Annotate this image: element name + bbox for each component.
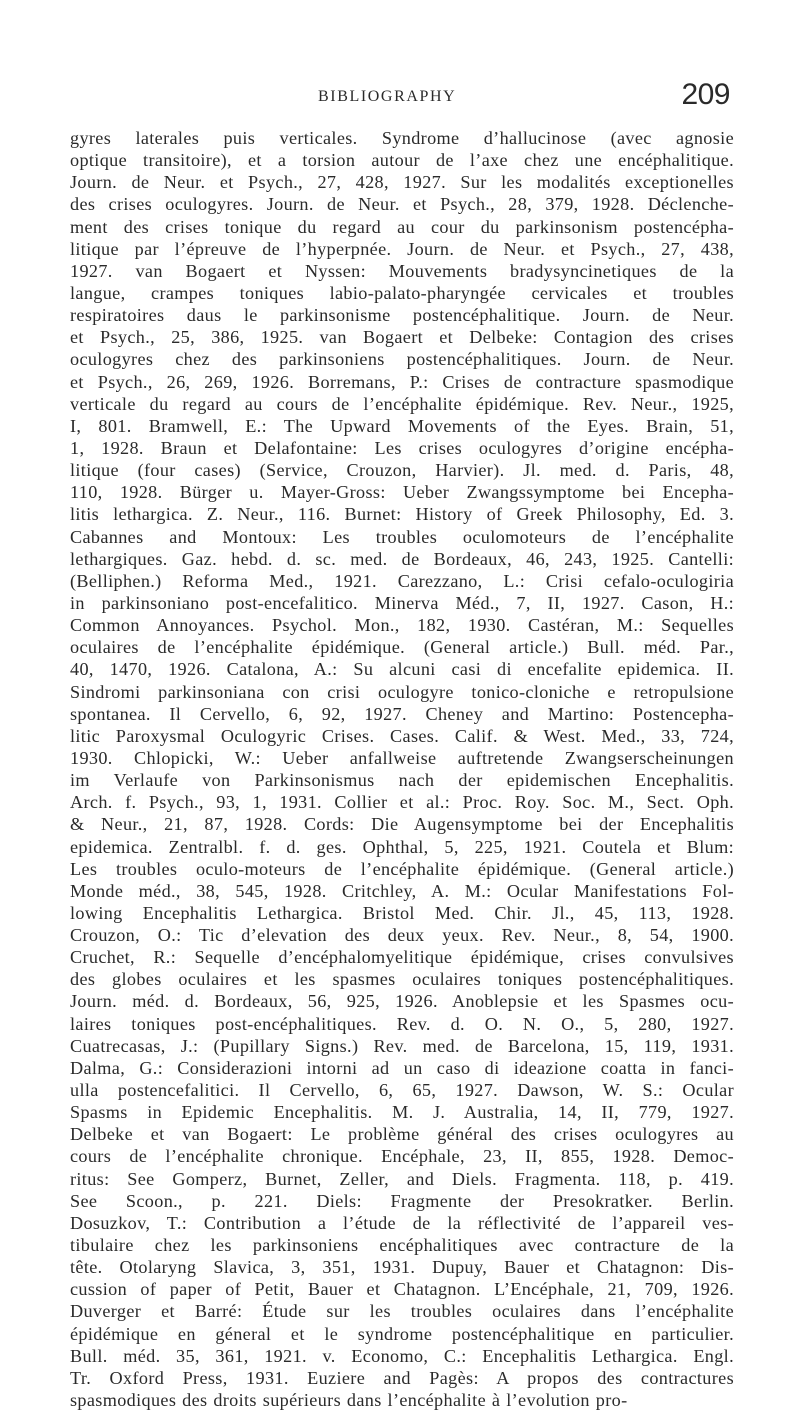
text-line: et Psych., 26, 269, 1926. Borremans, P.: Crises de contracture spasmodique <box>70 371 734 392</box>
text-line: lowing Encephalitis Lethargica. Bristol Med. Chir. Jl., 45, 113, 1928. <box>70 902 734 923</box>
text-line: verticale du regard au cours de l’encéphalite épidémique. Rev. Neur., 1925, <box>70 393 734 414</box>
text-line: tibulaire chez les parkinsoniens encéphalitiques avec contracture de la <box>70 1235 734 1256</box>
text-line: Dalma, G.: Considerazioni intorni ad un caso di ideazione coatta in fanci- <box>70 1057 734 1078</box>
page-number: 209 <box>681 78 730 111</box>
text-line: 1927. van Bogaert et Nyssen: Mouvements bradysyncinetiques de la <box>70 260 734 281</box>
text-line: 1, 1928. Braun et Delafontaine: Les crises oculogyres d’origine encépha- <box>70 437 734 458</box>
text-line: 1930. Chlopicki, W.: Ueber anfallweise auftretende Zwangserscheinungen <box>70 747 734 768</box>
text-line: Bull. méd. 35, 361, 1921. v. Economo, C.: Encephalitis Lethargica. Engl. <box>70 1345 734 1366</box>
text-line: Journ. méd. d. Bordeaux, 56, 925, 1926. Anoblepsie et les Spasmes ocu- <box>70 991 734 1012</box>
text-line: litique par l’épreuve de l’hyperpnée. Journ. de Neur. et Psych., 27, 438, <box>70 238 734 259</box>
text-line: in parkinsoniano post-encefalitico. Minerva Méd., 7, II, 1927. Cason, H.: <box>70 592 734 613</box>
text-line: ritus: See Gomperz, Burnet, Zeller, and Diels. Fragmenta. 118, p. 419. <box>70 1168 734 1189</box>
text-line: Cuatrecasas, J.: (Pupillary Signs.) Rev. med. de Barcelona, 15, 119, 1931. <box>70 1035 734 1056</box>
text-line: Arch. f. Psych., 93, 1, 1931. Collier et al.: Proc. Roy. Soc. M., Sect. Oph. <box>70 792 734 813</box>
text-line: laires toniques post-encéphalitiques. Rev. d. O. N. O., 5, 280, 1927. <box>70 1013 734 1034</box>
text-line: litic Paroxysmal Oculogyric Crises. Cases. Calif. & West. Med., 33, 724, <box>70 725 734 746</box>
text-line: im Verlaufe von Parkinsonismus nach der epidemischen Encephalitis. <box>70 770 734 791</box>
text-line: Sindromi parkinsoniana con crisi oculogyre tonico-cloniche e retropulsione <box>70 681 734 702</box>
text-line: litique (four cases) (Service, Crouzon, Harvier). Jl. med. d. Paris, 48, <box>70 460 734 481</box>
text-line: Cabannes and Montoux: Les troubles oculomoteurs de l’encéphalite <box>70 526 734 547</box>
text-line: cussion of paper of Petit, Bauer et Chatagnon. L’Encéphale, 21, 709, 1926. <box>70 1279 734 1300</box>
text-line: Journ. de Neur. et Psych., 27, 428, 1927. Sur les modalités exceptionelles <box>70 172 734 193</box>
text-line: ulla postencefalitici. Il Cervello, 6, 65, 1927. Dawson, W. S.: Ocular <box>70 1080 734 1101</box>
text-line: des crises oculogyres. Journ. de Neur. et Psych., 28, 379, 1928. Déclenche- <box>70 194 734 215</box>
text-line: oculogyres chez des parkinsoniens postencéphalitiques. Journ. de Neur. <box>70 349 734 370</box>
text-line: Spasms in Epidemic Encephalitis. M. J. Australia, 14, II, 779, 1927. <box>70 1102 734 1123</box>
text-line: gyres laterales puis verticales. Syndrome d’hallucinose (avec agnosie <box>70 128 734 148</box>
text-line: respiratoires daus le parkinsonisme postencéphalitique. Journ. de Neur. <box>70 305 734 326</box>
text-line: Crouzon, O.: Tic d’elevation des deux yeux. Rev. Neur., 8, 54, 1900. <box>70 925 734 946</box>
running-title: BIBLIOGRAPHY <box>318 88 457 105</box>
running-head <box>0 78 800 118</box>
text-line: epidemica. Zentralbl. f. d. ges. Ophthal, 5, 225, 1921. Coutela et Blum: <box>70 836 734 857</box>
text-line: tête. Otolaryng Slavica, 3, 351, 1931. Dupuy, Bauer et Chatagnon: Dis- <box>70 1257 734 1278</box>
text-line: et Psych., 25, 386, 1925. van Bogaert et Delbeke: Contagion des crises <box>70 327 734 348</box>
text-line: des globes oculaires et les spasmes oculaires toniques postencéphalitiques. <box>70 969 734 990</box>
text-line: lethargiques. Gaz. hebd. d. sc. med. de Bordeaux, 46, 243, 1925. Cantelli: <box>70 548 734 569</box>
text-line: Duverger et Barré: Étude sur les troubles oculaires dans l’encéphalite <box>70 1301 734 1322</box>
text-line: optique transitoire), et a torsion autour de l’axe chez une encéphalitique. <box>70 150 734 171</box>
text-line: 110, 1928. Bürger u. Mayer-Gross: Ueber Zwangssymptome bei Encepha- <box>70 482 734 503</box>
text-line: I, 801. Bramwell, E.: The Upward Movements of the Eyes. Brain, 51, <box>70 415 734 436</box>
text-line: Cruchet, R.: Sequelle d’encéphalomyelitique épidémique, crises convulsives <box>70 947 734 968</box>
text-line: Delbeke et van Bogaert: Le problème général des crises oculogyres au <box>70 1124 734 1145</box>
text-line: oculaires de l’encéphalite épidémique. (General article.) Bull. méd. Par., <box>70 637 734 658</box>
text-line: Monde méd., 38, 545, 1928. Critchley, A. M.: Ocular Manifestations Fol- <box>70 880 734 901</box>
text-line: Les troubles oculo-moteurs de l’encéphalite épidémique. (General article.) <box>70 858 734 879</box>
text-line: spasmodiques des droits supérieurs dans l’encéphalite à l’evolution pro- <box>70 1390 628 1411</box>
text-line: See Scoon., p. 221. Diels: Fragmente der Presokratker. Berlin. <box>70 1190 734 1211</box>
text-line: épidémique en géneral et le syndrome postencéphalitique en particulier. <box>70 1323 734 1344</box>
text-line: Dosuzkov, T.: Contribution a l’étude de la réflectivité de l’appareil ves- <box>70 1212 734 1233</box>
text-line: & Neur., 21, 87, 1928. Cords: Die Augensymptome bei der Encephalitis <box>70 814 734 835</box>
text-line: 40, 1470, 1926. Catalona, A.: Su alcuni casi di encefalite epidemica. II. <box>70 659 734 680</box>
text-line: spontanea. Il Cervello, 6, 92, 1927. Cheney and Martino: Postencepha- <box>70 703 734 724</box>
bibliography-text <box>70 127 734 1411</box>
text-line: Common Annoyances. Psychol. Mon., 182, 1930. Castéran, M.: Sequelles <box>70 615 734 636</box>
text-line: (Belliphen.) Reforma Med., 1921. Carezzano, L.: Crisi cefalo-oculogiria <box>70 570 734 591</box>
text-line: litis lethargica. Z. Neur., 116. Burnet: History of Greek Philosophy, Ed. 3. <box>70 504 734 525</box>
text-line: cours de l’encéphalite chronique. Encéphale, 23, II, 855, 1928. Democ- <box>70 1146 734 1167</box>
text-line: langue, crampes toniques labio-palato-pharyngée cervicales et troubles <box>70 282 734 303</box>
text-line: Tr. Oxford Press, 1931. Euziere and Pagès: A propos des contractures <box>70 1367 734 1388</box>
text-line: ment des crises tonique du regard au cour du parkinsonism postencépha- <box>70 216 734 237</box>
